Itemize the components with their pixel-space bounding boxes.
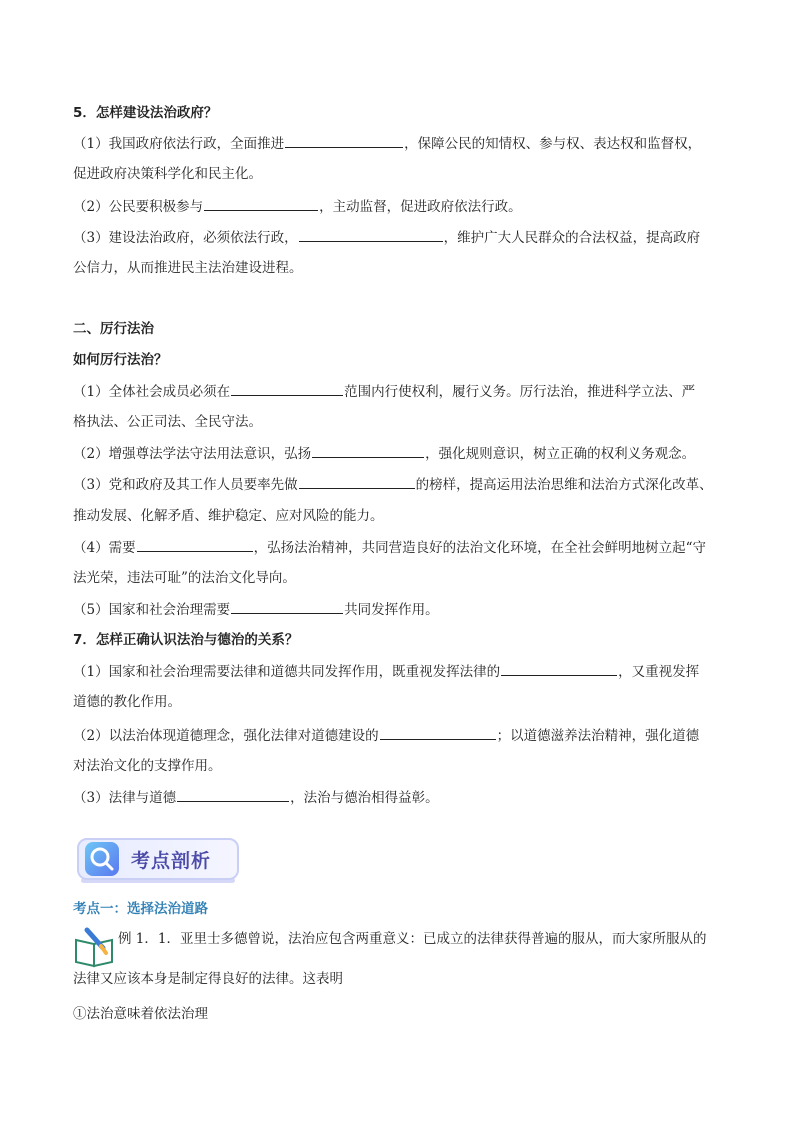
sec2-line-4-cont: 法光荣，违法可耻”的法治文化导向。 — [73, 570, 296, 586]
sec2-line-1-cont: 格执法、公正司法、全民守法。 — [73, 414, 262, 430]
sec2-line-4: （4）需要 ，弘扬法治精神，共同营造良好的法治文化环境，在全社会鲜明地树立起“守 — [73, 540, 706, 556]
q7-line-1-cont: 道德的教化作用。 — [73, 694, 181, 710]
example-1-text-cont: 法律又应该本身是制定得良好的法律。这表明 — [73, 971, 343, 987]
q5-line-1-cont: 促进政府决策科学化和民主化。 — [73, 166, 262, 182]
badge-label: 考点剖析 — [131, 850, 212, 872]
sec2-line-3: （3）党和政府及其工作人员要率先做 的榜样，提高运用法治思维和法治方式深化改革、 — [73, 477, 713, 493]
sec2-line-3-cont: 推动发展、化解矛盾、维护稳定、应对风险的能力。 — [73, 508, 384, 524]
section-2-title: 二、厉行法治 — [73, 321, 154, 337]
answer-blank — [285, 134, 403, 148]
q5-line-3-cont: 公信力，从而推进民主法治建设进程。 — [73, 260, 303, 276]
question-5-title: 5．怎样建设法治政府？ — [73, 105, 218, 121]
book-pencil-icon — [73, 926, 117, 968]
answer-blank — [231, 382, 343, 396]
option-1: ①法治意味着依法治理 — [73, 1006, 208, 1022]
sec2-line-2: （2）增强尊法学法守法用法意识，弘扬 ，强化规则意识，树立正确的权利义务观念。 — [73, 446, 696, 462]
kaodian-title: 考点一：选择法治道路 — [73, 901, 208, 917]
section-2-question: 如何厉行法治？ — [73, 352, 168, 368]
q7-line-3: （3）法律与道德 ，法治与德治相得益彰。 — [73, 790, 439, 806]
q7-line-1: （1）国家和社会治理需要法律和道德共同发挥作用，既重视发挥法律的 ，又重视发挥 — [73, 664, 700, 680]
example-1-text: 例 1．1．亚里士多德曾说，法治应包含两重意义：已成立的法律获得普遍的服从，而大家所服从的 — [118, 931, 707, 947]
q5-line-1: （1）我国政府依法行政，全面推进 ，保障公民的知情权、参与权、表达权和监督权， — [73, 136, 702, 152]
q5-line-3: （3）建设法治政府，必须依法行政， ，维护广大人民群众的合法权益，提高政府 — [73, 230, 701, 246]
answer-blank — [299, 228, 443, 242]
answer-blank — [299, 475, 415, 489]
answer-blank — [231, 600, 343, 614]
q7-line-2: （2）以法治体现道德理念，强化法律对道德建设的 ；以道德滋养法治精神，强化道德 — [73, 728, 700, 744]
answer-blank — [380, 726, 496, 740]
kaodian-badge — [73, 834, 243, 884]
answer-blank — [312, 444, 424, 458]
answer-blank — [204, 197, 318, 211]
sec2-line-1: （1）全体社会成员必须在 范围内行使权利，履行义务。厉行法治，推进科学立法、严 — [73, 384, 696, 400]
question-7-title: 7．怎样正确认识法治与德治的关系？ — [73, 632, 299, 648]
answer-blank — [501, 662, 617, 676]
q7-line-2-cont: 对法治文化的支撑作用。 — [73, 758, 222, 774]
answer-blank — [137, 538, 253, 552]
answer-blank — [177, 788, 289, 802]
q5-line-2: （2）公民要积极参与 ，主动监督，促进政府依法行政。 — [73, 199, 522, 215]
search-icon — [85, 842, 119, 876]
sec2-line-5: （5）国家和社会治理需要 共同发挥作用。 — [73, 602, 439, 618]
